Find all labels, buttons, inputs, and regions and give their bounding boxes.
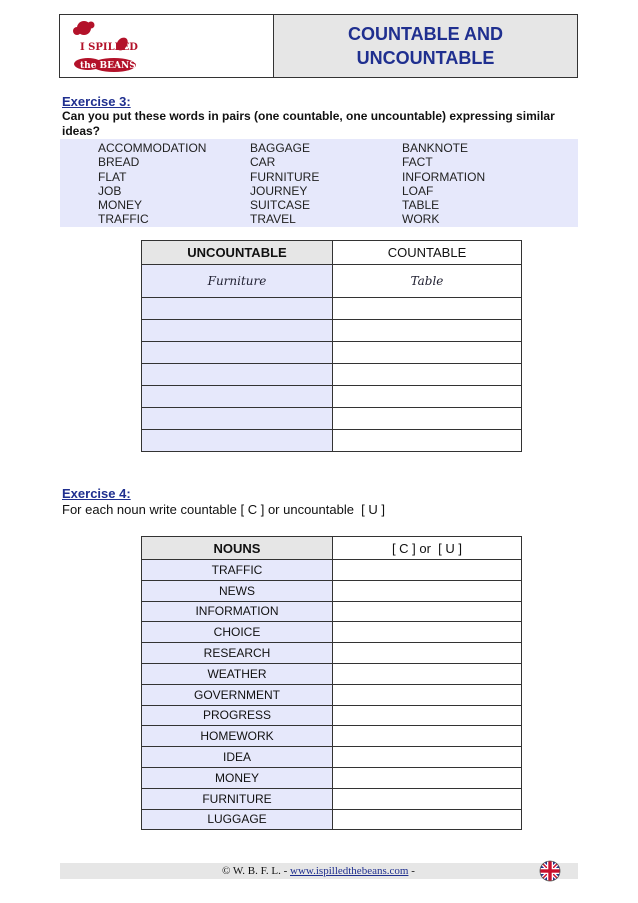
answer-cell-countable[interactable] [333, 320, 522, 342]
table-row [142, 767, 522, 788]
word: FLAT [98, 169, 127, 184]
word: INFORMATION [402, 169, 486, 184]
word: ACCOMMODATION [98, 141, 207, 155]
table-row [142, 298, 522, 320]
footer-suffix: - [408, 865, 415, 877]
answer-cell-uncountable[interactable] [142, 320, 333, 342]
table-row [142, 580, 522, 601]
word: FURNITURE [250, 169, 320, 184]
exercise-3-instruction: Can you put these words in pairs (one countable, one uncountable) expressing similar ideas? [62, 109, 555, 138]
noun-cell: FURNITURE [142, 788, 333, 809]
word-list [98, 141, 562, 227]
noun-cell: NEWS [142, 580, 333, 601]
answer-cell[interactable] [333, 809, 522, 830]
header-countable: COUNTABLE [333, 241, 522, 265]
word: BAGGAGE [250, 141, 311, 155]
page-title: COUNTABLE AND UNCOUNTABLE [348, 24, 503, 68]
noun-cell: GOVERNMENT [142, 684, 333, 705]
table-row [142, 560, 522, 581]
answer-cell-uncountable[interactable] [142, 408, 333, 430]
table-row [142, 726, 522, 747]
answer-cell[interactable] [333, 601, 522, 622]
word: WORK [402, 212, 440, 227]
word: BREAD [98, 155, 140, 170]
noun-cell: MONEY [142, 767, 333, 788]
spilled-beans-logo [66, 18, 146, 74]
table-row [142, 386, 522, 408]
noun-cell: INFORMATION [142, 601, 333, 622]
noun-cell: IDEA [142, 747, 333, 768]
table-row [142, 788, 522, 809]
logo-text-top: I SPILLED [80, 42, 138, 53]
answer-cell[interactable] [333, 643, 522, 664]
noun-cell: RESEARCH [142, 643, 333, 664]
table-row [142, 408, 522, 430]
answer-cell-countable[interactable] [333, 430, 522, 452]
table-row [142, 601, 522, 622]
answer-cell-uncountable[interactable] [142, 298, 333, 320]
table-row [142, 265, 522, 298]
logo-text-bottom: the BEANS [80, 61, 136, 71]
header-uncountable: UNCOUNTABLE [142, 241, 333, 265]
noun-cell: WEATHER [142, 663, 333, 684]
word: TRAFFIC [98, 212, 149, 227]
word: BANKNOTE [402, 141, 469, 155]
word: TRAVEL [250, 212, 296, 227]
exercise-4-instruction: For each noun write countable [ C ] or uncountable [ U ] [62, 502, 386, 517]
copyright-text: © W. B. F. L. - [222, 865, 290, 877]
word: JOB [98, 183, 122, 198]
table-row [142, 643, 522, 664]
word: CAR [250, 155, 276, 170]
answer-cell[interactable] [333, 788, 522, 809]
exercise-4-title: Exercise 4: [62, 486, 131, 501]
answer-cell[interactable] [333, 663, 522, 684]
logo-cell [60, 15, 274, 77]
pairs-table [141, 240, 522, 452]
answer-cell-countable[interactable] [333, 342, 522, 364]
pairs-table-header [142, 241, 522, 265]
table-row [142, 663, 522, 684]
noun-cell: HOMEWORK [142, 726, 333, 747]
answer-cell-countable[interactable] [333, 408, 522, 430]
answer-cell[interactable] [333, 726, 522, 747]
answer-cell[interactable] [333, 622, 522, 643]
answer-cell-uncountable[interactable] [142, 386, 333, 408]
noun-cell: LUGGAGE [142, 809, 333, 830]
title-cell [274, 15, 577, 77]
example-uncountable: Furniture [142, 265, 333, 298]
table-row [142, 430, 522, 452]
answer-cell-uncountable[interactable] [142, 364, 333, 386]
table-row [142, 320, 522, 342]
answer-cell[interactable] [333, 560, 522, 581]
answer-cell-uncountable[interactable] [142, 430, 333, 452]
word: JOURNEY [250, 183, 308, 198]
header-nouns: NOUNS [142, 537, 333, 560]
example-countable: Table [333, 265, 522, 298]
answer-cell-countable[interactable] [333, 364, 522, 386]
table-row [142, 809, 522, 830]
table-row [142, 705, 522, 726]
noun-cell: CHOICE [142, 622, 333, 643]
exercise-3-title: Exercise 3: [62, 94, 131, 109]
footer-text [222, 865, 415, 877]
word: SUITCASE [250, 198, 311, 213]
noun-cell: TRAFFIC [142, 560, 333, 581]
answer-cell[interactable] [333, 684, 522, 705]
table-row [142, 684, 522, 705]
word: MONEY [98, 198, 143, 213]
word: TABLE [402, 198, 440, 213]
answer-cell-countable[interactable] [333, 386, 522, 408]
uk-flag-icon [539, 860, 561, 882]
table-row [142, 342, 522, 364]
website-link[interactable]: www.ispilledthebeans.com [290, 865, 409, 877]
nouns-table [141, 536, 522, 830]
word: LOAF [402, 183, 434, 198]
answer-cell[interactable] [333, 705, 522, 726]
header-c-or-u: [ C ] or [ U ] [333, 537, 522, 560]
answer-cell[interactable] [333, 580, 522, 601]
answer-cell-countable[interactable] [333, 298, 522, 320]
noun-cell: PROGRESS [142, 705, 333, 726]
table-row [142, 622, 522, 643]
word: FACT [402, 155, 433, 170]
header-box [59, 14, 578, 78]
nouns-table-header [142, 537, 522, 560]
answer-cell[interactable] [333, 747, 522, 768]
table-row [142, 364, 522, 386]
table-row [142, 747, 522, 768]
answer-cell-uncountable[interactable] [142, 342, 333, 364]
answer-cell[interactable] [333, 767, 522, 788]
